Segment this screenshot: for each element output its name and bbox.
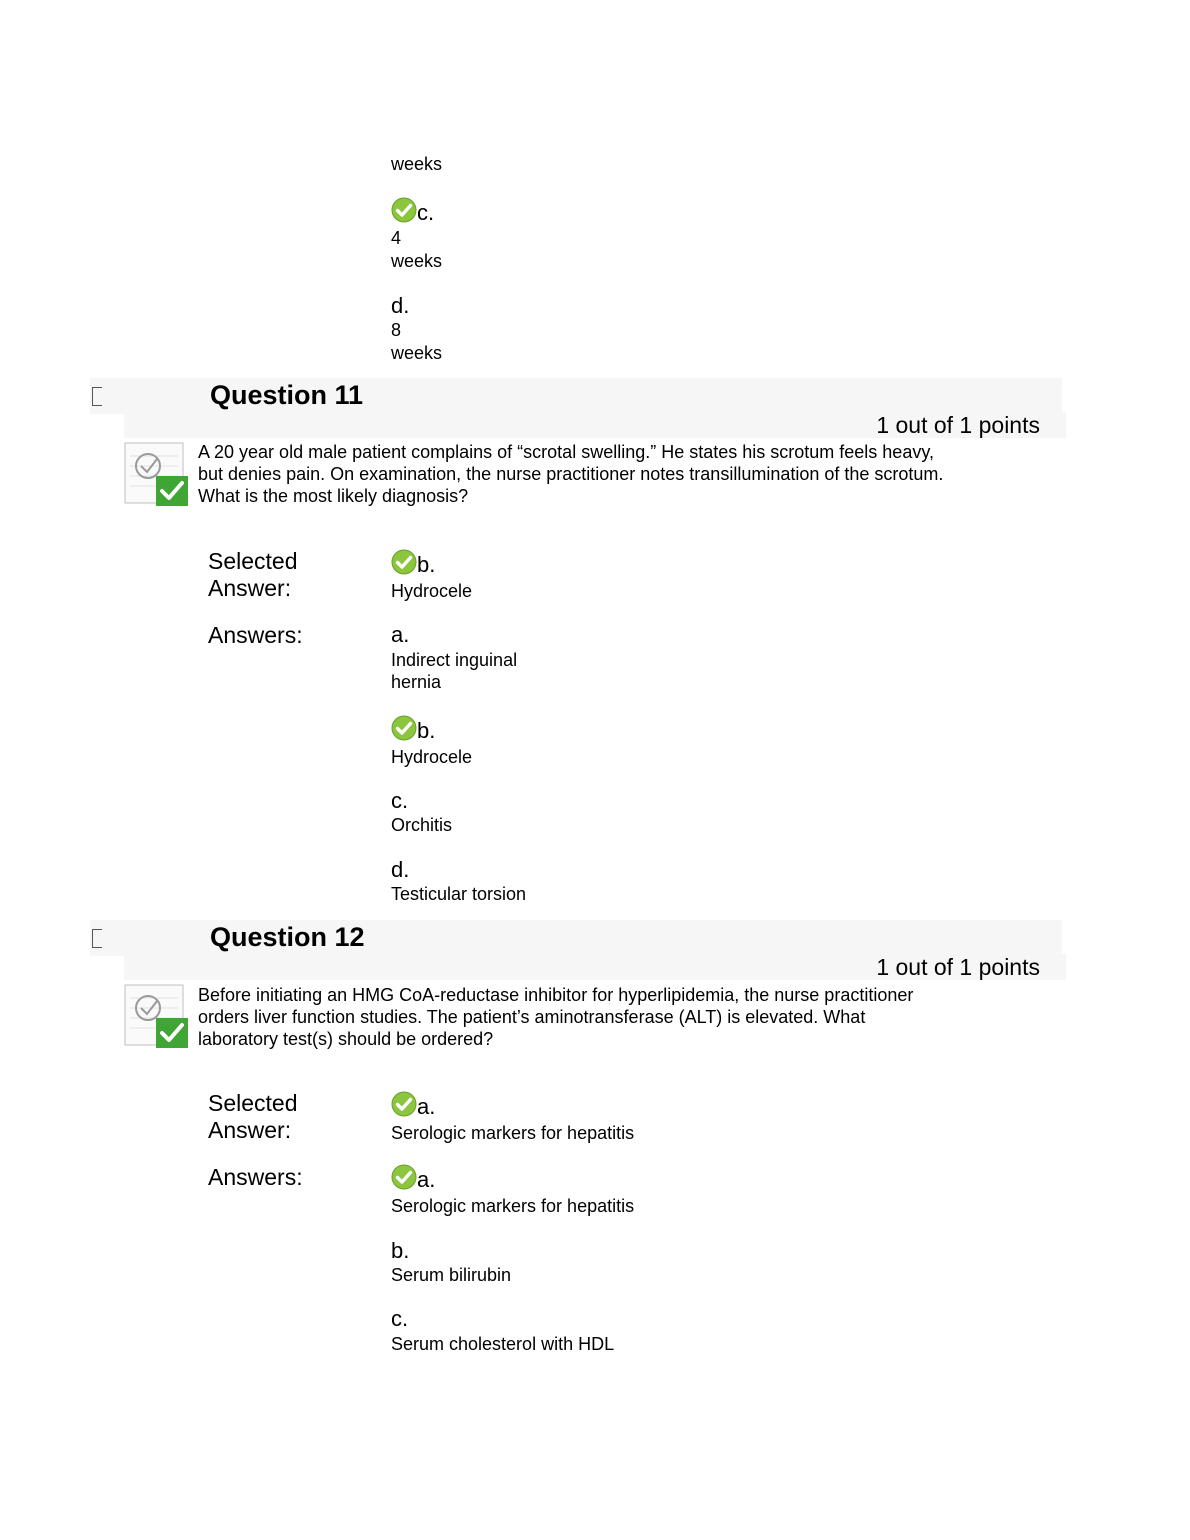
option-letter: c. bbox=[417, 200, 435, 225]
option-letter: b. bbox=[417, 552, 436, 577]
prev-option-c bbox=[391, 197, 434, 225]
option-a-text-1: Indirect inguinal bbox=[391, 650, 518, 670]
option-letter: a. bbox=[417, 1167, 436, 1192]
option-letter: b. bbox=[417, 718, 436, 743]
option-a-text: Serologic markers for hepatitis bbox=[391, 1196, 635, 1216]
answers-label: Answers: bbox=[208, 622, 303, 648]
question-12-title: Question 12 bbox=[210, 922, 365, 952]
selected-answer-text: Serologic markers for hepatitis bbox=[391, 1123, 635, 1143]
selected-answer-label: Selected Answer: bbox=[208, 1090, 298, 1143]
question-text-line: laboratory test(s) should be ordered? bbox=[198, 1029, 494, 1049]
prev-option-c-text-2: weeks bbox=[391, 251, 443, 271]
option-a-letter: a. bbox=[391, 622, 410, 647]
option-b-text: Serum bilirubin bbox=[391, 1265, 512, 1285]
option-a bbox=[391, 1164, 435, 1192]
selected-answer-option bbox=[391, 1091, 435, 1119]
prev-option-d-text-2: weeks bbox=[391, 343, 443, 363]
option-letter: a. bbox=[417, 1094, 436, 1119]
question-12-text bbox=[198, 984, 1028, 1050]
selected-answer-label: Selected Answer: bbox=[208, 548, 298, 601]
answers-label: Answers: bbox=[208, 1164, 303, 1190]
correct-check-icon bbox=[391, 1091, 417, 1117]
option-c-letter: c. bbox=[391, 788, 409, 813]
question-text-line: Before initiating an HMG CoA-reductase inhibitor for hyperlipidemia, the nurse practitioner bbox=[198, 985, 914, 1005]
option-d-letter: d. bbox=[391, 857, 410, 882]
prev-option-c-text-1: 4 bbox=[391, 228, 402, 248]
question-11-points: 1 out of 1 points bbox=[876, 412, 1040, 438]
option-b-letter: b. bbox=[391, 1238, 410, 1263]
selected-answer-option bbox=[391, 549, 435, 577]
option-c-letter: c. bbox=[391, 1306, 409, 1331]
question-text-line: What is the most likely diagnosis? bbox=[198, 486, 469, 506]
option-a-text-2: hernia bbox=[391, 672, 442, 692]
question-12-points: 1 out of 1 points bbox=[876, 954, 1040, 980]
correct-status-icon bbox=[124, 984, 190, 1050]
question-text-line: orders liver function studies. The patient’s aminotransferase (ALT) is elevated. What bbox=[198, 1007, 866, 1027]
correct-check-icon bbox=[391, 197, 417, 223]
prev-option-d-letter: d. bbox=[391, 293, 410, 318]
correct-check-icon bbox=[391, 549, 417, 575]
selected-answer-text: Hydrocele bbox=[391, 581, 473, 601]
option-b-text: Hydrocele bbox=[391, 747, 473, 767]
question-marker-icon bbox=[92, 929, 102, 948]
option-c-text: Serum cholesterol with HDL bbox=[391, 1334, 615, 1354]
question-marker-icon bbox=[92, 387, 102, 406]
correct-status-icon bbox=[124, 442, 190, 508]
correct-check-icon bbox=[391, 1164, 417, 1190]
option-d-text: Testicular torsion bbox=[391, 884, 527, 904]
prev-option-b-tail: weeks bbox=[391, 154, 443, 174]
option-c-text: Orchitis bbox=[391, 815, 453, 835]
question-11-title: Question 11 bbox=[210, 380, 364, 410]
question-text-line: but denies pain. On examination, the nurse practitioner notes transillumination of the scrotum. bbox=[198, 464, 944, 484]
question-11-text bbox=[198, 441, 1028, 507]
question-text-line: A 20 year old male patient complains of “scrotal swelling.” He states his scrotum feels heavy, bbox=[198, 442, 934, 462]
correct-check-icon bbox=[391, 715, 417, 741]
option-b bbox=[391, 715, 435, 743]
prev-option-d-text-1: 8 bbox=[391, 320, 402, 340]
